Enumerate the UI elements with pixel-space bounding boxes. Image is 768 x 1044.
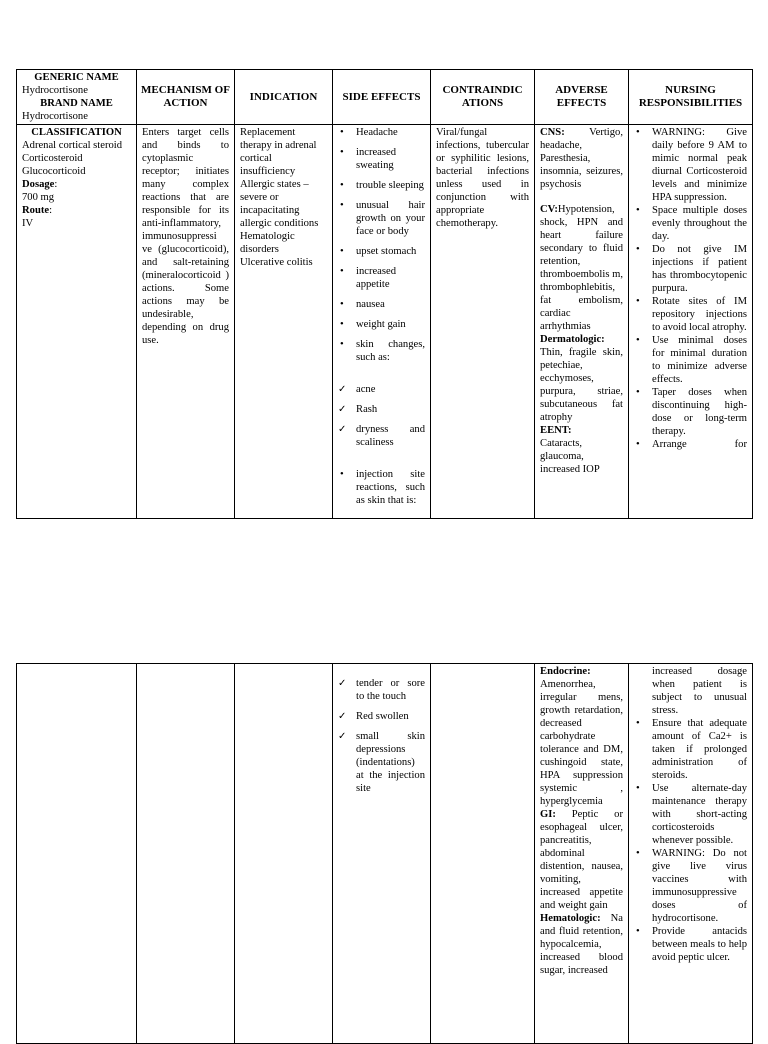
drug-study-table-page2 [16, 663, 753, 1044]
dermatologic-label: Dermatologic: [540, 334, 605, 345]
nursing-item: • Taper doses when discontinuing high-dose or long-term therapy. [634, 386, 747, 438]
cns-label: CNS: [540, 127, 565, 138]
endocrine-text: Amenorrhea, irregular mens, growth retardation, decreased carbohydrate tolerance and DM, cushingoid state, HPA suppression systemic , hyperglycemia [540, 679, 623, 807]
nursing-item: • Provide antacids between meals to help avoid peptic ulcer. [634, 925, 747, 964]
adverse-effects-cell-continued [535, 664, 629, 1044]
dermatologic-text: Thin, fragile skin, petechiae, ecchymoses, purpura, striae, subcutaneous fat atrophy [540, 347, 623, 423]
eent-text: Cataracts, glaucoma, increased IOP [540, 438, 600, 475]
skin-change-item: ✓ dryness and scaliness [338, 423, 425, 449]
empty-cell [431, 664, 535, 1044]
dosage-line [22, 178, 131, 191]
classification-cell [17, 125, 137, 519]
side-effects-cell [333, 125, 431, 519]
eent-label: EENT: [540, 425, 572, 436]
nursing-item: • Ensure that adequate amount of Ca2+ is taken if prolonged administration of steroids. [634, 717, 747, 782]
side-effect-item: • nausea [338, 298, 425, 311]
dosage-value: 700 mg [22, 192, 55, 203]
hematologic-label: Hematologic: [540, 913, 601, 924]
dosage-separator: : [54, 179, 58, 190]
skin-change-item: ✓ acne [338, 383, 425, 396]
generic-name-header: GENERIC NAME [34, 72, 119, 83]
empty-cell [235, 664, 333, 1044]
skin-change-item: ✓ Rash [338, 403, 425, 416]
route-line [22, 204, 131, 217]
contraindications-header: CONTRAINDIC ATIONS [431, 70, 535, 125]
side-effect-item: • upset stomach [338, 245, 425, 258]
mechanism-header: MECHANISM OF ACTION [137, 70, 235, 125]
mechanism-cell: Enters target cells and binds to cytoplasmic receptor; initiates many complex reactions that are responsible for its anti-inflammatory, immunosuppressi ve (glucocorticoid), and salt-retaining (mineralocorticoid ) actions. Some actions may be undesirable, depending on drug use. [137, 125, 235, 519]
nursing-item: • Space multiple doses evenly throughout the day. [634, 204, 747, 243]
indication-cell [235, 125, 333, 519]
side-effect-item: • increased appetite [338, 265, 425, 291]
skin-change-item: ✓ tender or sore to the touch [338, 677, 425, 703]
indication-item: Ulcerative colitis [240, 257, 313, 268]
side-effects-cell-continued [333, 664, 431, 1044]
indication-header: INDICATION [235, 70, 333, 125]
brand-name-value: Hydrocortisone [22, 111, 88, 122]
empty-cell [137, 664, 235, 1044]
route-separator: : [49, 205, 53, 216]
endocrine-label: Endocrine: [540, 666, 591, 677]
indication-item: Replacement therapy in adrenal cortical insufficiency [240, 127, 317, 177]
classification-value: Adrenal cortical steroid [22, 140, 123, 151]
nursing-item: • WARNING: Do not give live virus vaccines with immunosuppressive doses of hydrocortisone. [634, 847, 747, 925]
adverse-effects-header: ADVERSE EFFECTS [535, 70, 629, 125]
indication-item: Hematologic disorders [240, 231, 295, 255]
skin-change-item: ✓ Red swollen [338, 710, 425, 723]
side-effect-item: • Headache [338, 126, 425, 139]
route-label: Route [22, 205, 50, 216]
nursing-item: • Arrange for [634, 438, 747, 451]
drug-study-table-page1 [16, 69, 753, 519]
cns-text: Vertigo, headache, Paresthesia, insomnia, seizures, psychosis [540, 127, 623, 190]
indication-item: Allergic states – severe or incapacitating allergic conditions [240, 179, 319, 229]
route-value: IV [22, 218, 34, 229]
dosage-label: Dosage [22, 179, 55, 190]
adverse-effects-cell [535, 125, 629, 519]
nursing-cell-continued [629, 664, 753, 1044]
side-effect-item: • weight gain [338, 318, 425, 331]
empty-cell [17, 664, 137, 1044]
nursing-item-continued: increased dosage when patient is subject to unusual stress. [652, 666, 747, 716]
side-effect-item: • unusual hair growth on your face or body [338, 199, 425, 238]
side-effects-header: SIDE EFFECTS [333, 70, 431, 125]
classification-value: Corticosteroid [22, 153, 83, 164]
brand-name-header: BRAND NAME [40, 98, 113, 109]
generic-name-value: Hydrocortisone [22, 85, 88, 96]
side-effect-item: • injection site reactions, such as skin that is: [338, 468, 425, 507]
gi-text: Peptic or esophageal ulcer, pancreatitis, abdominal distention, nausea, vomiting, increased appetite and weight gain [540, 809, 623, 911]
side-effect-item: • trouble sleeping [338, 179, 425, 192]
gi-label: GI: [540, 809, 556, 820]
generic-brand-header-cell [17, 70, 137, 125]
side-effect-item: • increased sweating [338, 146, 425, 172]
nursing-item: • Rotate sites of IM repository injections to avoid local atrophy. [634, 295, 747, 334]
contraindications-cell: Viral/fungal infections, tubercular or syphilitic lesions, bacterial infections unless used in conjunction with appropriate chemotherapy. [431, 125, 535, 519]
skin-change-item: ✓ small skin depressions (indentations) at the injection site [338, 730, 425, 795]
nursing-item: • WARNING: Give daily before 9 AM to mimic normal peak diurnal Corticosteroid levels and minimize HPA suppression. [634, 126, 747, 204]
nursing-item: • Do not give IM injections if patient has thrombocytopenic purpura. [634, 243, 747, 295]
nursing-header: NURSING RESPONSIBILITIES [629, 70, 753, 125]
cv-label: CV: [540, 204, 558, 215]
classification-label: CLASSIFICATION [31, 127, 122, 138]
nursing-item: • Use alternate-day maintenance therapy with short-acting corticosteroids whenever possible. [634, 782, 747, 847]
cv-text: Hypotension, shock, HPN and heart failure secondary to fluid retention, thromboembolis m, thrombophlebitis, fat embolism, cardiac arrhythmias [540, 204, 623, 332]
nursing-item: • Use minimal doses for minimal duration to minimize adverse effects. [634, 334, 747, 386]
nursing-cell [629, 125, 753, 519]
classification-value: Glucocorticoid [22, 166, 86, 177]
side-effect-item: • skin changes, such as: [338, 338, 425, 364]
hematologic-text: Na and fluid retention, hypocalcemia, increased blood sugar, increased [540, 913, 623, 976]
